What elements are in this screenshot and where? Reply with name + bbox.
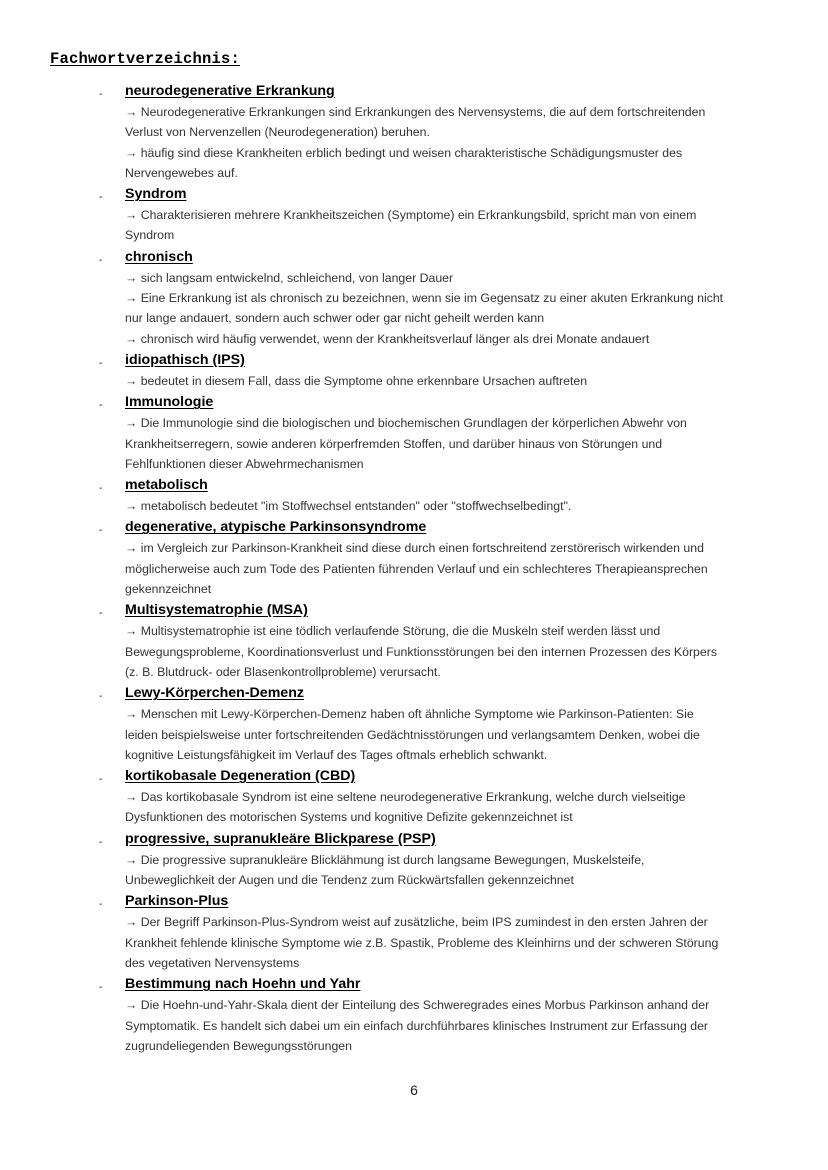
list-bullet: - [99, 89, 103, 100]
definition-line: gekennzeichnet [125, 582, 212, 597]
definition-line: kognitive Leistungsfähigkeit im Verlauf des Tages oftmals erheblich schwankt. [125, 747, 548, 762]
glossary-entry [0, 392, 828, 474]
definition-line: Nervengewebes auf. [125, 165, 238, 180]
glossary-entry [0, 891, 828, 973]
glossary-entry [0, 600, 828, 682]
glossary-term: Parkinson-Plus [125, 893, 229, 910]
definition-line: → Die progressive supranukleäre Blicklähmung ist durch langsame Bewegungen, Muskelsteife, [125, 852, 645, 867]
definition-line: → Der Begriff Parkinson-Plus-Syndrom weist auf zusätzliche, beim IPS zumindest in den ersten Jahren der [125, 915, 708, 930]
definition-line: → Das kortikobasale Syndrom ist eine seltene neurodegenerative Erkrankung, welche durch vielseitige [125, 790, 686, 805]
glossary-entry [0, 766, 828, 828]
list-bullet: - [99, 608, 103, 620]
glossary-term: kortikobasale Degeneration (CBD) [125, 768, 356, 785]
definition-line: Syndrom [125, 228, 175, 243]
definition-line: nur lange andauert, sondern auch schwer oder gar nicht geheilt werden kann [125, 311, 545, 326]
definition-line: Dysfunktionen des motorischen Systems und kognitive Defizite gekennzeichnet ist [125, 810, 573, 825]
glossary-entry [0, 517, 828, 599]
definition-line: → Neurodegenerative Erkrankungen sind Erkrankungen des Nervensystems, die auf dem fortschreitenden [125, 105, 706, 119]
glossary-entry [0, 829, 828, 891]
definition-line: Verlust von Nervenzellen (Neurodegeneration) beruhen. [125, 125, 430, 140]
list-bullet: - [99, 357, 103, 369]
definition-line: möglicherweise auch zum Tode des Patienten führenden Verlauf und ein schlechteres Therapieansprechen [125, 561, 708, 576]
definition-line: → Die Immunologie sind die biologischen und biochemischen Grundlagen der körperlichen Abwehr von [125, 416, 687, 431]
definition-line: des vegetativen Nervensystems [125, 955, 300, 970]
list-bullet: - [99, 525, 103, 537]
definition-line: → häufig sind diese Krankheiten erblich bedingt und weisen charakteristische Schädigungsmuster des [125, 145, 683, 160]
glossary-term: progressive, supranukleäre Blickparese (PSP) [125, 830, 436, 847]
glossary-term: Bestimmung nach Hoehn und Yahr [125, 976, 361, 993]
definition-line: → im Vergleich zur Parkinson-Krankheit sind diese durch einen fortschreitend zerstörerisch wirkenden und [125, 541, 704, 556]
definition-line: → Multisystematrophie ist eine tödlich verlaufende Störung, die die Muskeln steif werden lässt und [125, 624, 661, 639]
list-bullet: - [99, 899, 103, 911]
list-bullet: - [99, 483, 103, 495]
glossary-entry [0, 184, 828, 246]
list-bullet: - [99, 254, 103, 266]
definition-line: Bewegungsprobleme, Koordinationsverlust und Funktionsstörungen bei den internen Prozessen des Körpers [125, 644, 717, 659]
definition-line: zugrundeliegenden Bewegungsstörungen [125, 1038, 352, 1053]
glossary-term: chronisch [125, 248, 193, 265]
list-bullet: - [99, 400, 103, 412]
list-bullet: - [99, 192, 103, 204]
glossary-term: idiopathisch (IPS) [125, 351, 245, 368]
list-bullet: - [99, 774, 103, 786]
definition-line: → metabolisch bedeutet "im Stoffwechsel entstanden" oder "stoffwechselbedingt". [125, 499, 572, 514]
definition-line: Fehlfunktionen dieser Abwehrmechanismen [125, 456, 364, 471]
glossary-entry [0, 350, 828, 391]
definition-line: leiden beispielsweise unter fortschreitenden Gedächtnisstörungen und verlangsamtem Denken, wobei die [125, 727, 700, 742]
definition-line: → Charakterisieren mehrere Krankheitszeichen (Symptome) ein Erkrankungsbild, spricht man von einem [125, 208, 697, 223]
glossary-term: Multisystematrophie (MSA) [125, 602, 308, 619]
definition-line: → Eine Erkrankung ist als chronisch zu bezeichnen, wenn sie im Gegensatz zu einer akuten Erkrankung nicht [125, 291, 724, 306]
definition-line: Krankheit fehlende klinische Symptome wie z.B. Spastik, Probleme des Kleinhirns und der schweren Störung [125, 935, 719, 950]
page-number: 6 [410, 1082, 418, 1098]
page-title: Fachwortverzeichnis: [50, 50, 241, 68]
definition-line: → Menschen mit Lewy-Körperchen-Demenz haben oft ähnliche Symptome wie Parkinson-Patienten: Sie [125, 707, 694, 722]
glossary-term: Syndrom [125, 186, 187, 203]
list-bullet: - [99, 982, 103, 994]
glossary-entry [0, 683, 828, 765]
definition-line: (z. B. Blutdruck- oder Blasenkontrollprobleme) verursacht. [125, 664, 441, 679]
glossary-term: metabolisch [125, 477, 208, 494]
definition-line: Krankheitserregern, sowie anderen körperfremden Stoffen, und darüber hinaus von Störungen und [125, 436, 663, 451]
list-bullet: - [99, 836, 103, 848]
glossary-entry [0, 81, 828, 183]
glossary-term: Lewy-Körperchen-Demenz [125, 685, 304, 702]
glossary-term: degenerative, atypische Parkinsonsyndrome [125, 519, 427, 536]
definition-line: → Die Hoehn-und-Yahr-Skala dient der Einteilung des Schweregrades eines Morbus Parkinson anhand der [125, 998, 710, 1013]
glossary-term: neurodegenerative Erkrankung [125, 83, 335, 99]
glossary-term: Immunologie [125, 394, 214, 411]
list-bullet: - [99, 691, 103, 703]
definition-line: → sich langsam entwickelnd, schleichend, von langer Dauer [125, 270, 454, 285]
glossary-entry [0, 247, 828, 349]
glossary-entry [0, 475, 828, 516]
definition-line: Symptomatik. Es handelt sich dabei um ein einfach durchführbares klinisches Instrument zur Erfassung der [125, 1018, 709, 1033]
definition-line: → bedeutet in diesem Fall, dass die Symptome ohne erkennbare Ursachen auftreten [125, 373, 588, 388]
glossary-entry [0, 974, 828, 1056]
glossary-list [0, 80, 828, 1056]
definition-line: → chronisch wird häufig verwendet, wenn der Krankheitsverlauf länger als drei Monate andauert [125, 331, 650, 346]
definition-line: Unbeweglichkeit der Augen und die Tendenz zum Rückwärtsfallen gekennzeichnet [125, 873, 574, 888]
